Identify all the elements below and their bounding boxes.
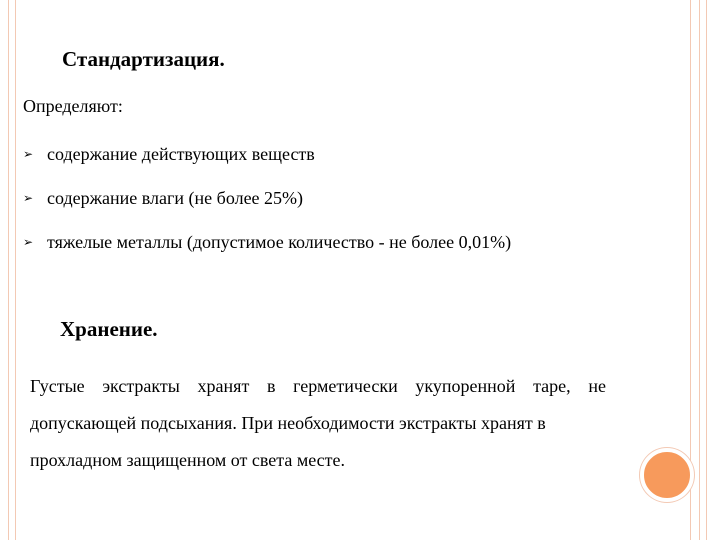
paragraph-line-1	[30, 374, 606, 411]
decorative-circle	[640, 448, 694, 502]
bullet-list	[23, 142, 511, 274]
arrowhead-bullet-icon: ➢	[23, 147, 34, 161]
heading-storage: Хранение.	[60, 317, 158, 341]
bullet-text: тяжелые металлы (допустимое количество - не более 0,01%)	[47, 232, 512, 252]
bullet-text: содержание действующих веществ	[47, 144, 315, 164]
paragraph-line-3: прохладном защищенном от света месте.	[30, 450, 345, 470]
intro-label: Определяют:	[23, 96, 123, 116]
arrowhead-bullet-icon: ➢	[23, 235, 34, 249]
bullet-item	[23, 230, 511, 274]
right-frame-line-middle	[699, 0, 700, 540]
heading-standardization: Стандартизация.	[62, 47, 225, 71]
arrowhead-bullet-icon: ➢	[23, 191, 34, 205]
paragraph-word: экстракты	[102, 376, 180, 396]
paragraph-word: Густые	[30, 376, 85, 396]
right-frame-line-inner	[690, 0, 691, 540]
left-frame-line-inner	[15, 0, 16, 540]
paragraph-word: таре,	[533, 376, 571, 396]
storage-paragraph	[30, 374, 606, 485]
left-frame-line-outer	[8, 0, 9, 540]
bullet-text: содержание влаги (не более 25%)	[47, 188, 304, 208]
paragraph-word: укупоренной	[415, 376, 516, 396]
paragraph-word: герметически	[293, 376, 398, 396]
bullet-item	[23, 186, 511, 230]
bullet-item	[23, 142, 511, 186]
right-frame-line-outer	[706, 0, 707, 540]
paragraph-word: в	[266, 376, 276, 396]
paragraph-word: не	[588, 376, 606, 396]
paragraph-word: хранят	[197, 376, 250, 396]
paragraph-line-2: допускающей подсыхания. При необходимости экстракты хранят в	[30, 413, 546, 433]
